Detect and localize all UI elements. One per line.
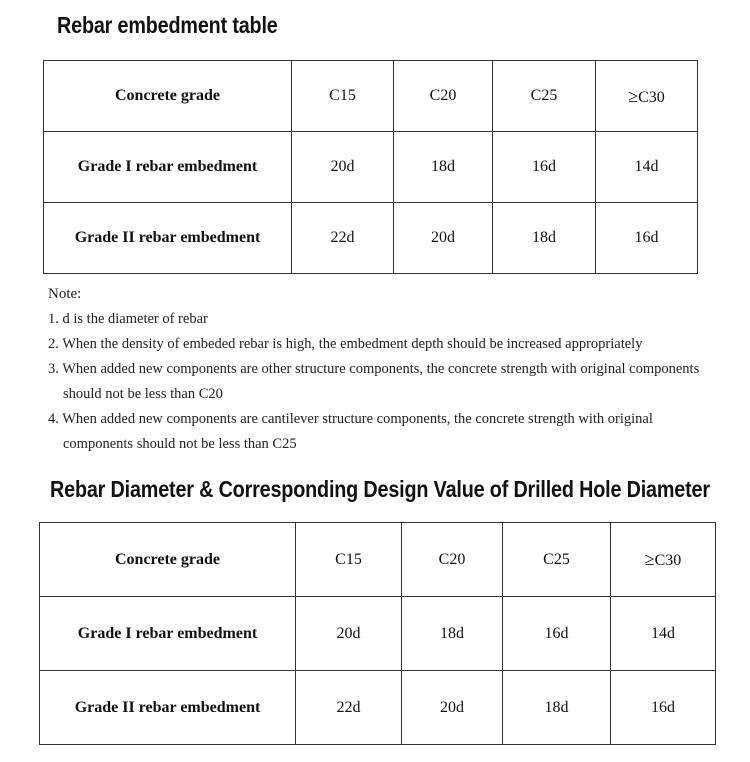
header-cell: C15 — [292, 61, 394, 132]
row-label: Grade II rebar embedment — [44, 203, 292, 274]
table-cell: 20d — [402, 671, 503, 745]
drilled-hole-table — [39, 522, 716, 745]
table-cell: 20d — [296, 597, 402, 671]
notes-section — [48, 282, 738, 457]
table2-title: Rebar Diameter & Corresponding Design Value of Drilled Hole Diameter — [50, 476, 710, 502]
table-cell: 18d — [394, 132, 493, 203]
note-item-continuation: should not be less than C20 — [63, 386, 223, 402]
header-cell: Concrete grade — [40, 523, 296, 597]
table-row — [44, 132, 698, 203]
header-cell: C20 — [402, 523, 503, 597]
table-cell: 14d — [596, 132, 698, 203]
table-cell: 16d — [611, 671, 716, 745]
table-cell: 16d — [503, 597, 611, 671]
note-item: 1. d is the diameter of rebar — [48, 311, 208, 327]
table-cell: 18d — [503, 671, 611, 745]
note-item-continuation: components should not be less than C25 — [63, 436, 297, 452]
note-item: 2. When the density of embeded rebar is high, the embedment depth should be increased appropriately — [48, 336, 643, 352]
header-cell — [596, 61, 698, 132]
table-row — [40, 597, 716, 671]
table-header-row — [44, 61, 698, 132]
table-cell: 18d — [493, 203, 596, 274]
table-cell: 18d — [402, 597, 503, 671]
table1-title: Rebar embedment table — [57, 12, 278, 38]
table-cell: 22d — [296, 671, 402, 745]
header-cell-label: C30 — [638, 88, 665, 106]
note-item: 4. When added new components are cantilever structure components, the concrete strength with original — [48, 411, 653, 427]
table-cell: 16d — [493, 132, 596, 203]
geq-symbol: ≥ — [628, 85, 639, 106]
table-header-row — [40, 523, 716, 597]
table-cell: 20d — [292, 132, 394, 203]
row-label: Grade I rebar embedment — [40, 597, 296, 671]
header-cell: C25 — [493, 61, 596, 132]
header-cell — [611, 523, 716, 597]
table-cell: 14d — [611, 597, 716, 671]
embedment-table — [43, 60, 698, 274]
row-label: Grade II rebar embedment — [40, 671, 296, 745]
table-cell: 20d — [394, 203, 493, 274]
header-cell: C20 — [394, 61, 493, 132]
header-cell-label: C30 — [654, 552, 682, 569]
notes-title: Note: — [48, 286, 82, 302]
row-label: Grade I rebar embedment — [44, 132, 292, 203]
table-row — [40, 671, 716, 745]
table-row — [44, 203, 698, 274]
table-cell: 22d — [292, 203, 394, 274]
header-cell: Concrete grade — [44, 61, 292, 132]
header-cell: C25 — [503, 523, 611, 597]
table-cell: 16d — [596, 203, 698, 274]
header-cell: C15 — [296, 523, 402, 597]
geq-symbol: ≥ — [644, 549, 655, 569]
note-item: 3. When added new components are other structure components, the concrete strength with original components — [48, 361, 700, 377]
